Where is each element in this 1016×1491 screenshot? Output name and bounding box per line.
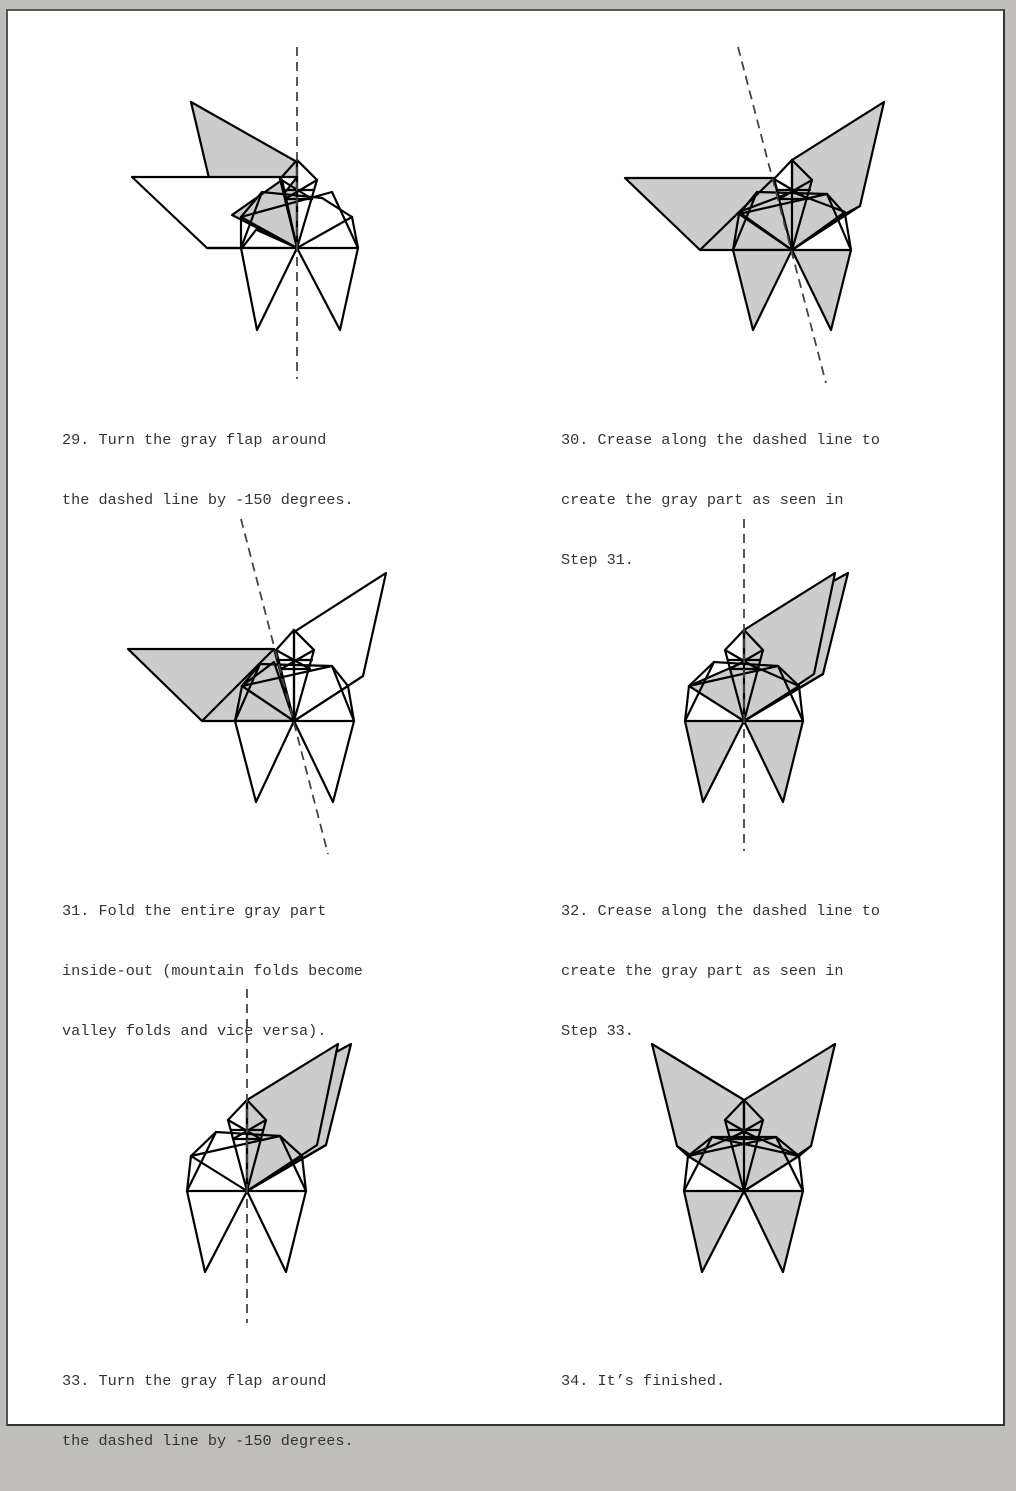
document-page [6, 9, 1005, 1450]
caption-line: create the gray part as seen in [561, 962, 844, 980]
caption-line: valley folds and vice versa). [62, 1022, 327, 1040]
caption-line: 30. Crease along the dashed line to [561, 431, 880, 449]
caption-line: the dashed line by -150 degrees. [62, 1432, 354, 1450]
caption-line: 33. Turn the gray flap around [62, 1372, 327, 1390]
caption-line: inside-out (mountain folds become [62, 962, 363, 980]
step-33-caption [62, 1331, 354, 1491]
caption-line: 29. Turn the gray flap around [62, 431, 327, 449]
step-34-diagram [8, 11, 1008, 1341]
caption-line: Step 33. [561, 1022, 634, 1040]
caption-line: Step 31. [561, 551, 634, 569]
caption-line: 34. It’s finished. [561, 1372, 726, 1390]
step-34-caption [561, 1331, 725, 1431]
caption-line: the dashed line by -150 degrees. [62, 491, 354, 509]
caption-line: 32. Crease along the dashed line to [561, 902, 880, 920]
caption-line: 31. Fold the entire gray part [62, 902, 327, 920]
caption-line: create the gray part as seen in [561, 491, 844, 509]
